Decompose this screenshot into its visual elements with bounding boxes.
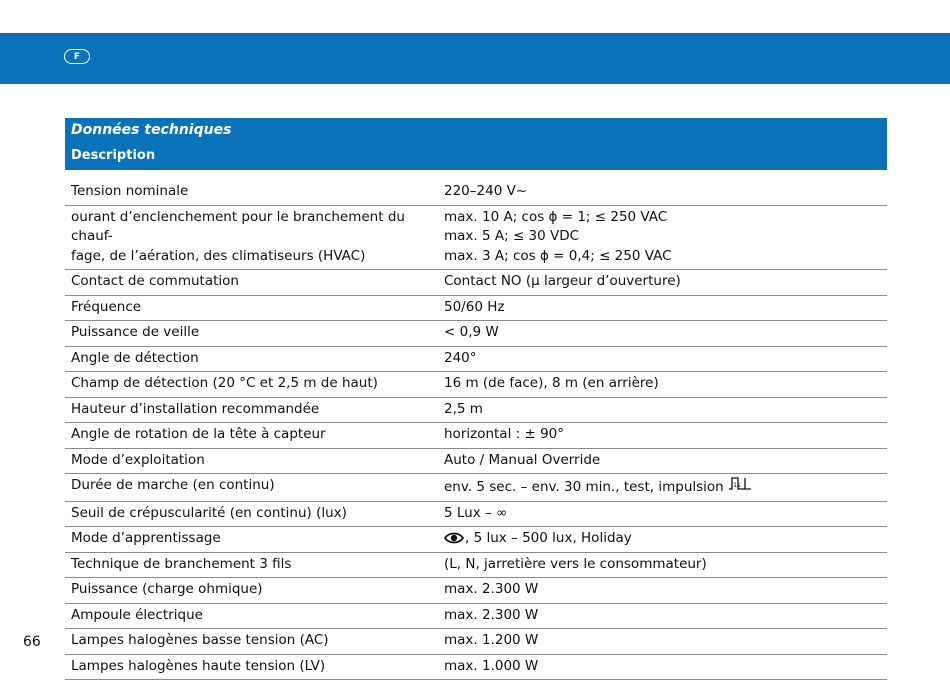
row-value-text: (L, N, jarretière vers le consommateur) [444, 555, 707, 572]
pulse-icon-label: 1s [732, 481, 741, 489]
row-label: Puissance de veille [65, 321, 438, 347]
row-value [438, 654, 887, 680]
row-label: Durée de marche (en continu) [65, 474, 438, 502]
row-label: Hauteur d’installation recommandée [65, 397, 438, 423]
table-row [65, 205, 887, 270]
table-row [65, 295, 887, 321]
page-number: 66 [23, 634, 41, 650]
row-value [438, 372, 887, 398]
row-label: Lampes halogènes basse tension (AC) [65, 629, 438, 655]
row-label: Contact de commutation [65, 270, 438, 296]
row-value-text: Contact NO (µ largeur d’ouverture) [444, 273, 681, 289]
top-banner [0, 33, 950, 84]
table-row [65, 372, 887, 398]
row-value-text: 220–240 V~ [444, 183, 528, 199]
row-value [438, 474, 887, 502]
table-row [65, 448, 887, 474]
row-value-text: 240° [444, 349, 477, 366]
table-row [65, 603, 887, 629]
row-label: Angle de détection [65, 346, 438, 372]
row-value-text: env. 5 sec. – env. 30 min., test, impulsion [444, 478, 724, 495]
row-value [438, 603, 887, 629]
row-label: Fréquence [65, 295, 438, 321]
spec-table [65, 180, 887, 680]
row-value-text: max. 2.300 W [444, 606, 539, 623]
table-row [65, 397, 887, 423]
table-row [65, 501, 887, 527]
row-value [438, 321, 887, 347]
row-value [438, 346, 887, 372]
table-row [65, 321, 887, 347]
row-value-text: max. 1.200 W [444, 632, 539, 648]
pulse-icon [728, 476, 752, 498]
row-value [438, 295, 887, 321]
row-value [438, 423, 887, 449]
row-value [438, 448, 887, 474]
row-value [438, 629, 887, 655]
row-label: Angle de rotation de la tête à capteur [65, 423, 438, 449]
row-label: Puissance (charge ohmique) [65, 578, 438, 604]
row-label: Mode d’exploitation [65, 448, 438, 474]
table-row [65, 578, 887, 604]
table-row [65, 270, 887, 296]
row-value [438, 180, 887, 205]
eye-icon [444, 531, 464, 545]
row-value-text: max. 1.000 W [444, 657, 539, 674]
table-title: Données techniques [71, 122, 232, 138]
row-value-text: 16 m (de face), 8 m (en arrière) [444, 375, 659, 391]
row-value [438, 397, 887, 423]
row-value-text: < 0,9 W [444, 324, 499, 340]
row-value-text: horizontal : ± 90° [444, 426, 564, 442]
row-label: Mode d’apprentissage [65, 527, 438, 553]
table-row [65, 654, 887, 680]
row-value-text: 2,5 m [444, 400, 483, 417]
table-row [65, 346, 887, 372]
row-value-text: 50/60 Hz [444, 298, 505, 315]
row-value [438, 527, 887, 553]
table-row [65, 474, 887, 502]
row-value [438, 270, 887, 296]
table-header [65, 118, 887, 170]
row-label: Tension nominale [65, 180, 438, 205]
row-value-text: Auto / Manual Override [444, 451, 601, 468]
table-subtitle: Description [71, 148, 156, 163]
table-row [65, 423, 887, 449]
row-value-text: max. 2.300 W [444, 581, 539, 597]
table-row [65, 180, 887, 205]
table-row [65, 527, 887, 553]
row-label: Seuil de crépuscularité (en continu) (lux) [65, 501, 438, 527]
language-badge: F [64, 49, 90, 64]
table-row [65, 552, 887, 578]
row-label: Technique de branchement 3 fils [65, 552, 438, 578]
row-value-text: max. 10 A; cos ɸ = 1; ≤ 250 VAC max. 5 A; ≤ 30 VDC max. 3 A; cos ɸ = 0,4; ≤ 250 VAC [444, 208, 672, 264]
row-label: ourant d’enclenchement pour le branchement du chauf- fage, de l’aération, des climatiseurs (HVAC) [65, 205, 438, 270]
row-label: Lampes halogènes haute tension (LV) [65, 654, 438, 680]
row-label: Champ de détection (20 °C et 2,5 m de haut) [65, 372, 438, 398]
row-value [438, 501, 887, 527]
row-value [438, 578, 887, 604]
row-value [438, 552, 887, 578]
table-row [65, 629, 887, 655]
row-value-text: 5 Lux – ∞ [444, 504, 508, 521]
row-value [438, 205, 887, 270]
row-value-text: , 5 lux – 500 lux, Holiday [465, 530, 632, 546]
row-label: Ampoule électrique [65, 603, 438, 629]
